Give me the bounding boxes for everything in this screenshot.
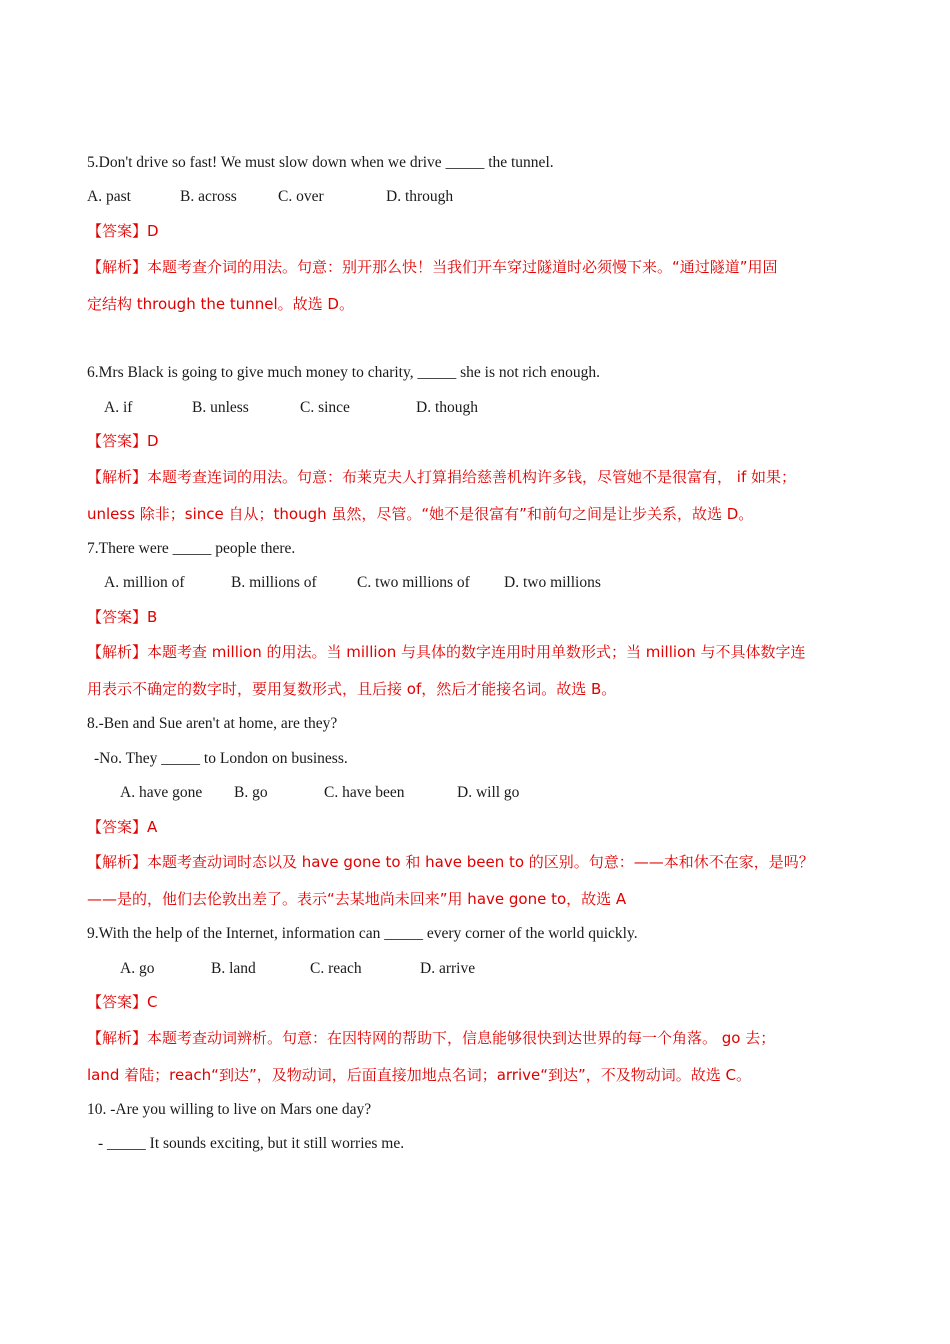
question-8-answer: 【答案】A (87, 818, 158, 836)
question-5-analysis-line-2: 定结构 through the tunnel。故选 D。 (87, 295, 354, 313)
question-6-analysis-line-2: unless 除非；since 自从；though 虽然，尽管。“她不是很富有”和前句之间是让步关系，故选 D。 (87, 505, 754, 523)
question-5-analysis-line-1: 【解析】本题考查介词的用法。句意：别开那么快！当我们开车穿过隧道时必须慢下来。“通过隧道”用固 (87, 258, 778, 276)
option-a: A. million of (104, 574, 185, 591)
question-8-options (120, 783, 620, 803)
option-c: C. two millions of (357, 574, 470, 591)
question-9-analysis-line-1: 【解析】本题考查动词辨析。句意：在因特网的帮助下，信息能够很快到达世界的每一个角落。 go 去； (87, 1029, 776, 1047)
question-8-stem-reply: -No. They _____ to London on business. (94, 750, 348, 767)
option-c: C. reach (310, 960, 362, 977)
question-9-stem: 9.With the help of the Internet, information can _____ every corner of the world quickly. (87, 925, 638, 942)
question-9-analysis-line-2: land 着陆；reach“到达”，及物动词，后面直接加地点名词；arrive“到达”，不及物动词。故选 C。 (87, 1066, 752, 1084)
option-b: B. land (211, 960, 256, 977)
question-7-answer: 【答案】B (87, 608, 158, 626)
question-10-stem: 10. -Are you willing to live on Mars one day? (87, 1101, 372, 1118)
option-c: C. have been (324, 784, 405, 801)
question-5-stem: 5.Don't drive so fast! We must slow down when we drive _____ the tunnel. (87, 154, 554, 171)
question-7-stem: 7.There were _____ people there. (87, 540, 296, 557)
option-c: C. over (278, 188, 324, 205)
option-a: A. past (87, 188, 131, 205)
question-9-options (120, 959, 620, 979)
question-9-answer: 【答案】C (87, 993, 158, 1011)
question-6-answer: 【答案】D (87, 432, 159, 450)
question-7-analysis-line-1: 【解析】本题考查 million 的用法。当 million 与具体的数字连用时用单数形式；当 million 与不具体数字连 (87, 643, 806, 661)
question-6-stem: 6.Mrs Black is going to give much money to charity, _____ she is not rich enough. (87, 364, 601, 381)
option-c: C. since (300, 399, 350, 416)
option-d: D. two millions (504, 574, 601, 591)
option-d: D. through (386, 188, 454, 205)
option-b: B. go (234, 784, 268, 801)
option-a: A. go (120, 960, 155, 977)
option-d: D. though (416, 399, 478, 416)
option-d: D. will go (457, 784, 520, 801)
option-b: B. across (180, 188, 237, 205)
question-5-options (87, 187, 587, 207)
question-10-stem-reply: - _____ It sounds exciting, but it still worries me. (98, 1135, 405, 1152)
option-a: A. if (104, 399, 133, 416)
option-b: B. unless (192, 399, 249, 416)
question-8-analysis-line-1: 【解析】本题考查动词时态以及 have gone to 和 have been to 的区别。句意：——本和休不在家，是吗？ (87, 853, 814, 871)
question-7-analysis-line-2: 用表示不确定的数字时，要用复数形式，且后接 of，然后才能接名词。故选 B。 (87, 680, 617, 698)
question-8-stem: 8.-Ben and Sue aren't at home, are they? (87, 715, 338, 732)
question-6-options (104, 398, 604, 418)
question-8-analysis-line-2: ——是的，他们去伦敦出差了。表示“去某地尚未回来”用 have gone to，故选 A (87, 890, 627, 908)
question-7-options (104, 573, 664, 593)
option-d: D. arrive (420, 960, 476, 977)
option-b: B. millions of (231, 574, 317, 591)
question-6-analysis-line-1: 【解析】本题考查连词的用法。句意：布莱克夫人打算捐给慈善机构许多钱，尽管她不是很富有， if 如果； (87, 468, 796, 486)
question-5-answer: 【答案】D (87, 222, 159, 240)
option-a: A. have gone (120, 784, 203, 801)
